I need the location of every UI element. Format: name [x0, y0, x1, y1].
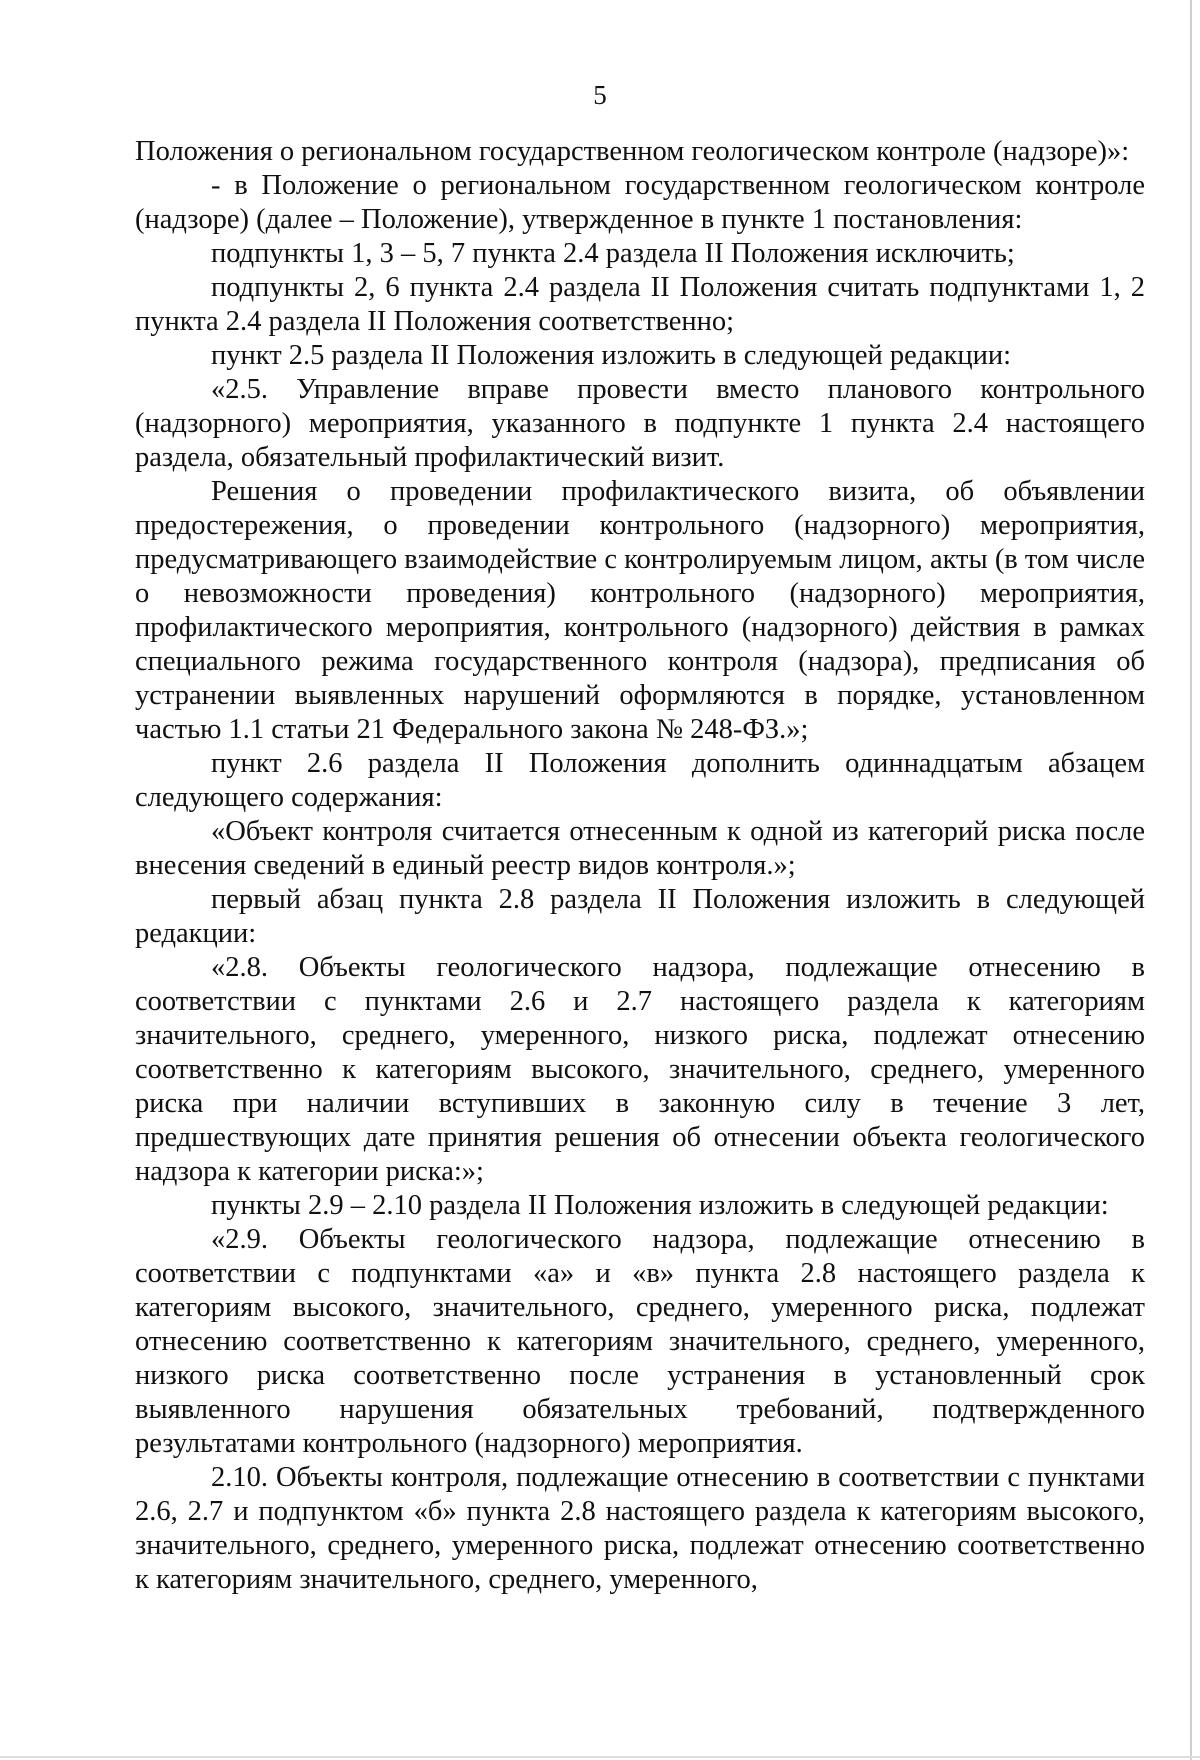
- paragraph-9: «Объект контроля считается отнесенным к одной из категорий риска после внесения сведений в единый реестр видов контроля.»;: [135, 816, 1145, 881]
- paragraph-10: первый абзац пункта 2.8 раздела II Положения изложить в следующей редакции:: [135, 884, 1145, 949]
- page-number: 5: [593, 80, 607, 110]
- paragraph-4: подпункты 2, 6 пункта 2.4 раздела II Положения считать подпунктами 1, 2 пункта 2.4 раздела II Положения соответственно;: [135, 272, 1145, 337]
- paragraph-14: 2.10. Объекты контроля, подлежащие отнесению в соответствии с пунктами 2.6, 2.7 и подпунктом «б» пункта 2.8 настоящего раздела к категориям высокого, значительного, среднего, умеренного риска, подлежат отнесению соответственно к категориям значительного, среднего, умеренного,: [135, 1462, 1145, 1595]
- document-body: [135, 135, 1145, 1597]
- paragraph-5: пункт 2.5 раздела II Положения изложить в следующей редакции:: [211, 340, 1012, 371]
- paragraph-8: пункт 2.6 раздела II Положения дополнить одиннадцатым абзацем следующего содержания:: [135, 748, 1145, 813]
- paragraph-12: пункты 2.9 – 2.10 раздела II Положения изложить в следующей редакции:: [211, 1190, 1109, 1221]
- scan-right-edge: [1190, 0, 1192, 1760]
- paragraph-3: подпункты 1, 3 – 5, 7 пункта 2.4 раздела II Положения исключить;: [211, 238, 1015, 269]
- paragraph-6: «2.5. Управление вправе провести вместо планового контрольного (надзорного) мероприятия, указанного в подпункте 1 пункта 2.4 настоящего раздела, обязательный профилактический визит.: [135, 374, 1145, 473]
- paragraph-11: «2.8. Объекты геологического надзора, подлежащие отнесению в соответствии с пунктами 2.6 и 2.7 настоящего раздела к категориям значительного, среднего, умеренного, низкого риска, подлежат отнесению соответственно к категориям высокого, значительного, среднего, умеренного риска при наличии вступивших в законную силу в течение 3 лет, предшествующих дате принятия решения об отнесении объекта геологического надзора к категории риска:»;: [135, 952, 1145, 1187]
- paragraph-2: - в Положение о региональном государственном геологическом контроле (надзоре) (далее – Положение), утвержденное в пункте 1 постановления:: [135, 170, 1145, 235]
- paragraph-7: Решения о проведении профилактического визита, об объявлении предостережения, о проведении контрольного (надзорного) мероприятия, предусматривающего взаимодействие с контролируемым лицом, акты (в том числе о невозможности проведения) контрольного (надзорного) мероприятия, профилактического мероприятия, контрольного (надзорного) действия в рамках специального режима государственного контроля (надзора), предписания об устранении выявленных нарушений оформляются в порядке, установленном частью 1.1 статьи 21 Федерального закона № 248-ФЗ.»;: [135, 476, 1145, 745]
- scan-bottom-edge: [0, 1756, 1200, 1758]
- paragraph-13: «2.9. Объекты геологического надзора, подлежащие отнесению в соответствии с подпунктами «а» и «в» пункта 2.8 настоящего раздела к категориям высокого, значительного, среднего, умеренного риска, подлежат отнесению соответственно к категориям значительного, среднего, умеренного, низкого риска соответственно после устранения в установленный срок выявленного нарушения обязательных требований, подтвержденного результатами контрольного (надзорного) мероприятия.: [135, 1224, 1145, 1459]
- paragraph-1: Положения о региональном государственном геологическом контроле (надзоре)»:: [135, 136, 1130, 167]
